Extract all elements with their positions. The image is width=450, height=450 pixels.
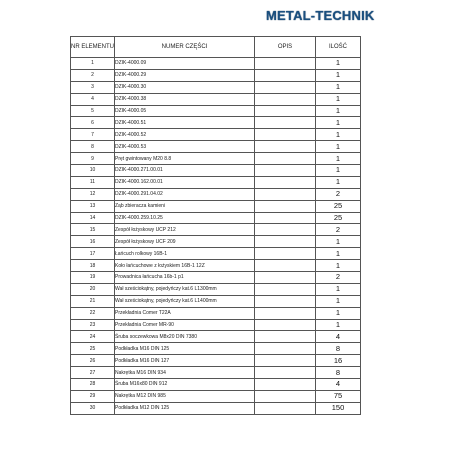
row-description (255, 355, 316, 367)
row-nr: 29 (71, 390, 115, 402)
table-row (71, 165, 361, 177)
row-part-number: Przekładnia Comer MR-90 (115, 319, 255, 331)
table-row (71, 283, 361, 295)
row-part-number: Koło łańcuchowe z łożyskiem 16B-1 12Z (115, 260, 255, 272)
row-part-number: DZIK-4000.271.00.01 (115, 165, 255, 177)
row-part-number: Wał sześciokątny, pojedyńczy kat.6 L1300mm (115, 283, 255, 295)
row-part-number: Wał sześciokątny, pojedyńczy kat.6 L1400mm (115, 295, 255, 307)
row-nr: 3 (71, 81, 115, 93)
row-quantity: 1 (316, 105, 361, 117)
row-nr: 12 (71, 188, 115, 200)
row-quantity: 8 (316, 367, 361, 379)
row-nr: 27 (71, 367, 115, 379)
row-description (255, 93, 316, 105)
row-nr: 20 (71, 283, 115, 295)
table-row (71, 260, 361, 272)
table-row (71, 331, 361, 343)
row-quantity: 1 (316, 129, 361, 141)
table-row (71, 58, 361, 70)
row-part-number: Łańcuch rolkowy 16B-1 (115, 248, 255, 260)
row-quantity: 1 (316, 153, 361, 165)
row-quantity: 4 (316, 379, 361, 391)
table-row (71, 307, 361, 319)
row-nr: 22 (71, 307, 115, 319)
header-opis: OPIS (255, 37, 316, 58)
row-quantity: 8 (316, 343, 361, 355)
row-quantity: 1 (316, 319, 361, 331)
row-part-number: Ząb zbieracza kamieni (115, 200, 255, 212)
row-part-number: Prowadnica łańcucha 16b-1 p1 (115, 272, 255, 284)
parts-table (70, 36, 361, 415)
row-description (255, 248, 316, 260)
table-row (71, 355, 361, 367)
row-part-number: DZIK-4000.162.00.01 (115, 176, 255, 188)
table-row (71, 390, 361, 402)
table-row (71, 69, 361, 81)
row-quantity: 25 (316, 212, 361, 224)
row-quantity: 1 (316, 248, 361, 260)
table-row (71, 81, 361, 93)
row-part-number: DZIK-4000.05 (115, 105, 255, 117)
row-description (255, 58, 316, 70)
row-quantity: 1 (316, 141, 361, 153)
table-row (71, 343, 361, 355)
row-quantity: 1 (316, 295, 361, 307)
row-part-number: DZIK-4000.53 (115, 141, 255, 153)
row-description (255, 224, 316, 236)
row-description (255, 188, 316, 200)
table-row (71, 93, 361, 105)
brand-logo (266, 6, 396, 24)
table-row (71, 379, 361, 391)
row-quantity: 1 (316, 69, 361, 81)
row-nr: 7 (71, 129, 115, 141)
row-description (255, 212, 316, 224)
row-description (255, 319, 316, 331)
row-quantity: 1 (316, 307, 361, 319)
row-nr: 30 (71, 402, 115, 414)
table-body (71, 58, 361, 415)
row-quantity: 25 (316, 200, 361, 212)
row-description (255, 176, 316, 188)
row-nr: 18 (71, 260, 115, 272)
table-row (71, 272, 361, 284)
row-quantity: 2 (316, 272, 361, 284)
row-description (255, 81, 316, 93)
row-nr: 21 (71, 295, 115, 307)
row-description (255, 343, 316, 355)
row-nr: 25 (71, 343, 115, 355)
row-nr: 15 (71, 224, 115, 236)
row-nr: 14 (71, 212, 115, 224)
table-row (71, 141, 361, 153)
row-description (255, 367, 316, 379)
row-description (255, 402, 316, 414)
row-quantity: 1 (316, 176, 361, 188)
row-nr: 16 (71, 236, 115, 248)
row-part-number: DZIK-4000.52 (115, 129, 255, 141)
row-nr: 5 (71, 105, 115, 117)
row-description (255, 200, 316, 212)
row-part-number: DZIK-4000.30 (115, 81, 255, 93)
row-quantity: 1 (316, 260, 361, 272)
row-part-number: Podkładka M16 DIN 125 (115, 343, 255, 355)
header-nr: NR ELEMENTU (71, 37, 115, 58)
row-part-number: Nakrętka M16 DIN 934 (115, 367, 255, 379)
row-part-number: Pręt gwintowany M20 8.8 (115, 153, 255, 165)
row-part-number: Podkładka M12 DIN 125 (115, 402, 255, 414)
row-part-number: Śruba soczewkowa M8x20 DIN 7380 (115, 331, 255, 343)
row-nr: 17 (71, 248, 115, 260)
row-description (255, 165, 316, 177)
table-row (71, 295, 361, 307)
row-quantity: 1 (316, 236, 361, 248)
row-description (255, 105, 316, 117)
row-quantity: 1 (316, 93, 361, 105)
row-description (255, 283, 316, 295)
row-nr: 19 (71, 272, 115, 284)
table-row (71, 105, 361, 117)
row-nr: 28 (71, 379, 115, 391)
table-row (71, 212, 361, 224)
row-nr: 2 (71, 69, 115, 81)
table-row (71, 200, 361, 212)
row-quantity: 1 (316, 117, 361, 129)
table-row (71, 176, 361, 188)
row-part-number: Podkładka M16 DIN 127 (115, 355, 255, 367)
row-quantity: 1 (316, 283, 361, 295)
row-quantity: 150 (316, 402, 361, 414)
row-quantity: 1 (316, 81, 361, 93)
row-description (255, 331, 316, 343)
row-quantity: 1 (316, 165, 361, 177)
table-row (71, 188, 361, 200)
row-quantity: 2 (316, 224, 361, 236)
row-description (255, 129, 316, 141)
row-quantity: 16 (316, 355, 361, 367)
header-name: NUMER CZĘŚCI (115, 37, 255, 58)
row-part-number: DZIK-4000.51 (115, 117, 255, 129)
row-nr: 24 (71, 331, 115, 343)
row-description (255, 236, 316, 248)
row-part-number: Nakrętka M12 DIN 985 (115, 390, 255, 402)
row-description (255, 307, 316, 319)
row-part-number: Przekładnia Comer T22A (115, 307, 255, 319)
table-row (71, 153, 361, 165)
row-nr: 11 (71, 176, 115, 188)
row-quantity: 1 (316, 58, 361, 70)
table-row (71, 236, 361, 248)
table-row (71, 117, 361, 129)
row-description (255, 295, 316, 307)
row-nr: 8 (71, 141, 115, 153)
row-part-number: Śruba M16x80 DIN 912 (115, 379, 255, 391)
row-quantity: 75 (316, 390, 361, 402)
row-nr: 1 (71, 58, 115, 70)
row-description (255, 141, 316, 153)
table-row (71, 367, 361, 379)
row-part-number: DZIK-4000.291.04.02 (115, 188, 255, 200)
row-quantity: 2 (316, 188, 361, 200)
row-part-number: DZIK-4000.09 (115, 58, 255, 70)
table-row (71, 248, 361, 260)
table-header-row (71, 37, 361, 58)
row-nr: 6 (71, 117, 115, 129)
row-description (255, 390, 316, 402)
table-row (71, 319, 361, 331)
row-description (255, 117, 316, 129)
table-row (71, 402, 361, 414)
row-description (255, 379, 316, 391)
row-nr: 26 (71, 355, 115, 367)
row-part-number: DZIK-4000.38 (115, 93, 255, 105)
row-description (255, 260, 316, 272)
table-row (71, 224, 361, 236)
row-description (255, 69, 316, 81)
row-description (255, 272, 316, 284)
row-part-number: DZIK-4000.29 (115, 69, 255, 81)
row-nr: 9 (71, 153, 115, 165)
header-ilosc: ILOŚĆ (316, 37, 361, 58)
row-nr: 10 (71, 165, 115, 177)
row-nr: 23 (71, 319, 115, 331)
row-description (255, 153, 316, 165)
row-part-number: Zespół łożyskowy UCF 209 (115, 236, 255, 248)
row-part-number: DZIK-4000.259.10.25 (115, 212, 255, 224)
brand-logo-text: METAL-TECHNIK (266, 7, 375, 23)
row-part-number: Zespół łożyskowy UCP 212 (115, 224, 255, 236)
row-nr: 13 (71, 200, 115, 212)
row-nr: 4 (71, 93, 115, 105)
table-row (71, 129, 361, 141)
row-quantity: 4 (316, 331, 361, 343)
